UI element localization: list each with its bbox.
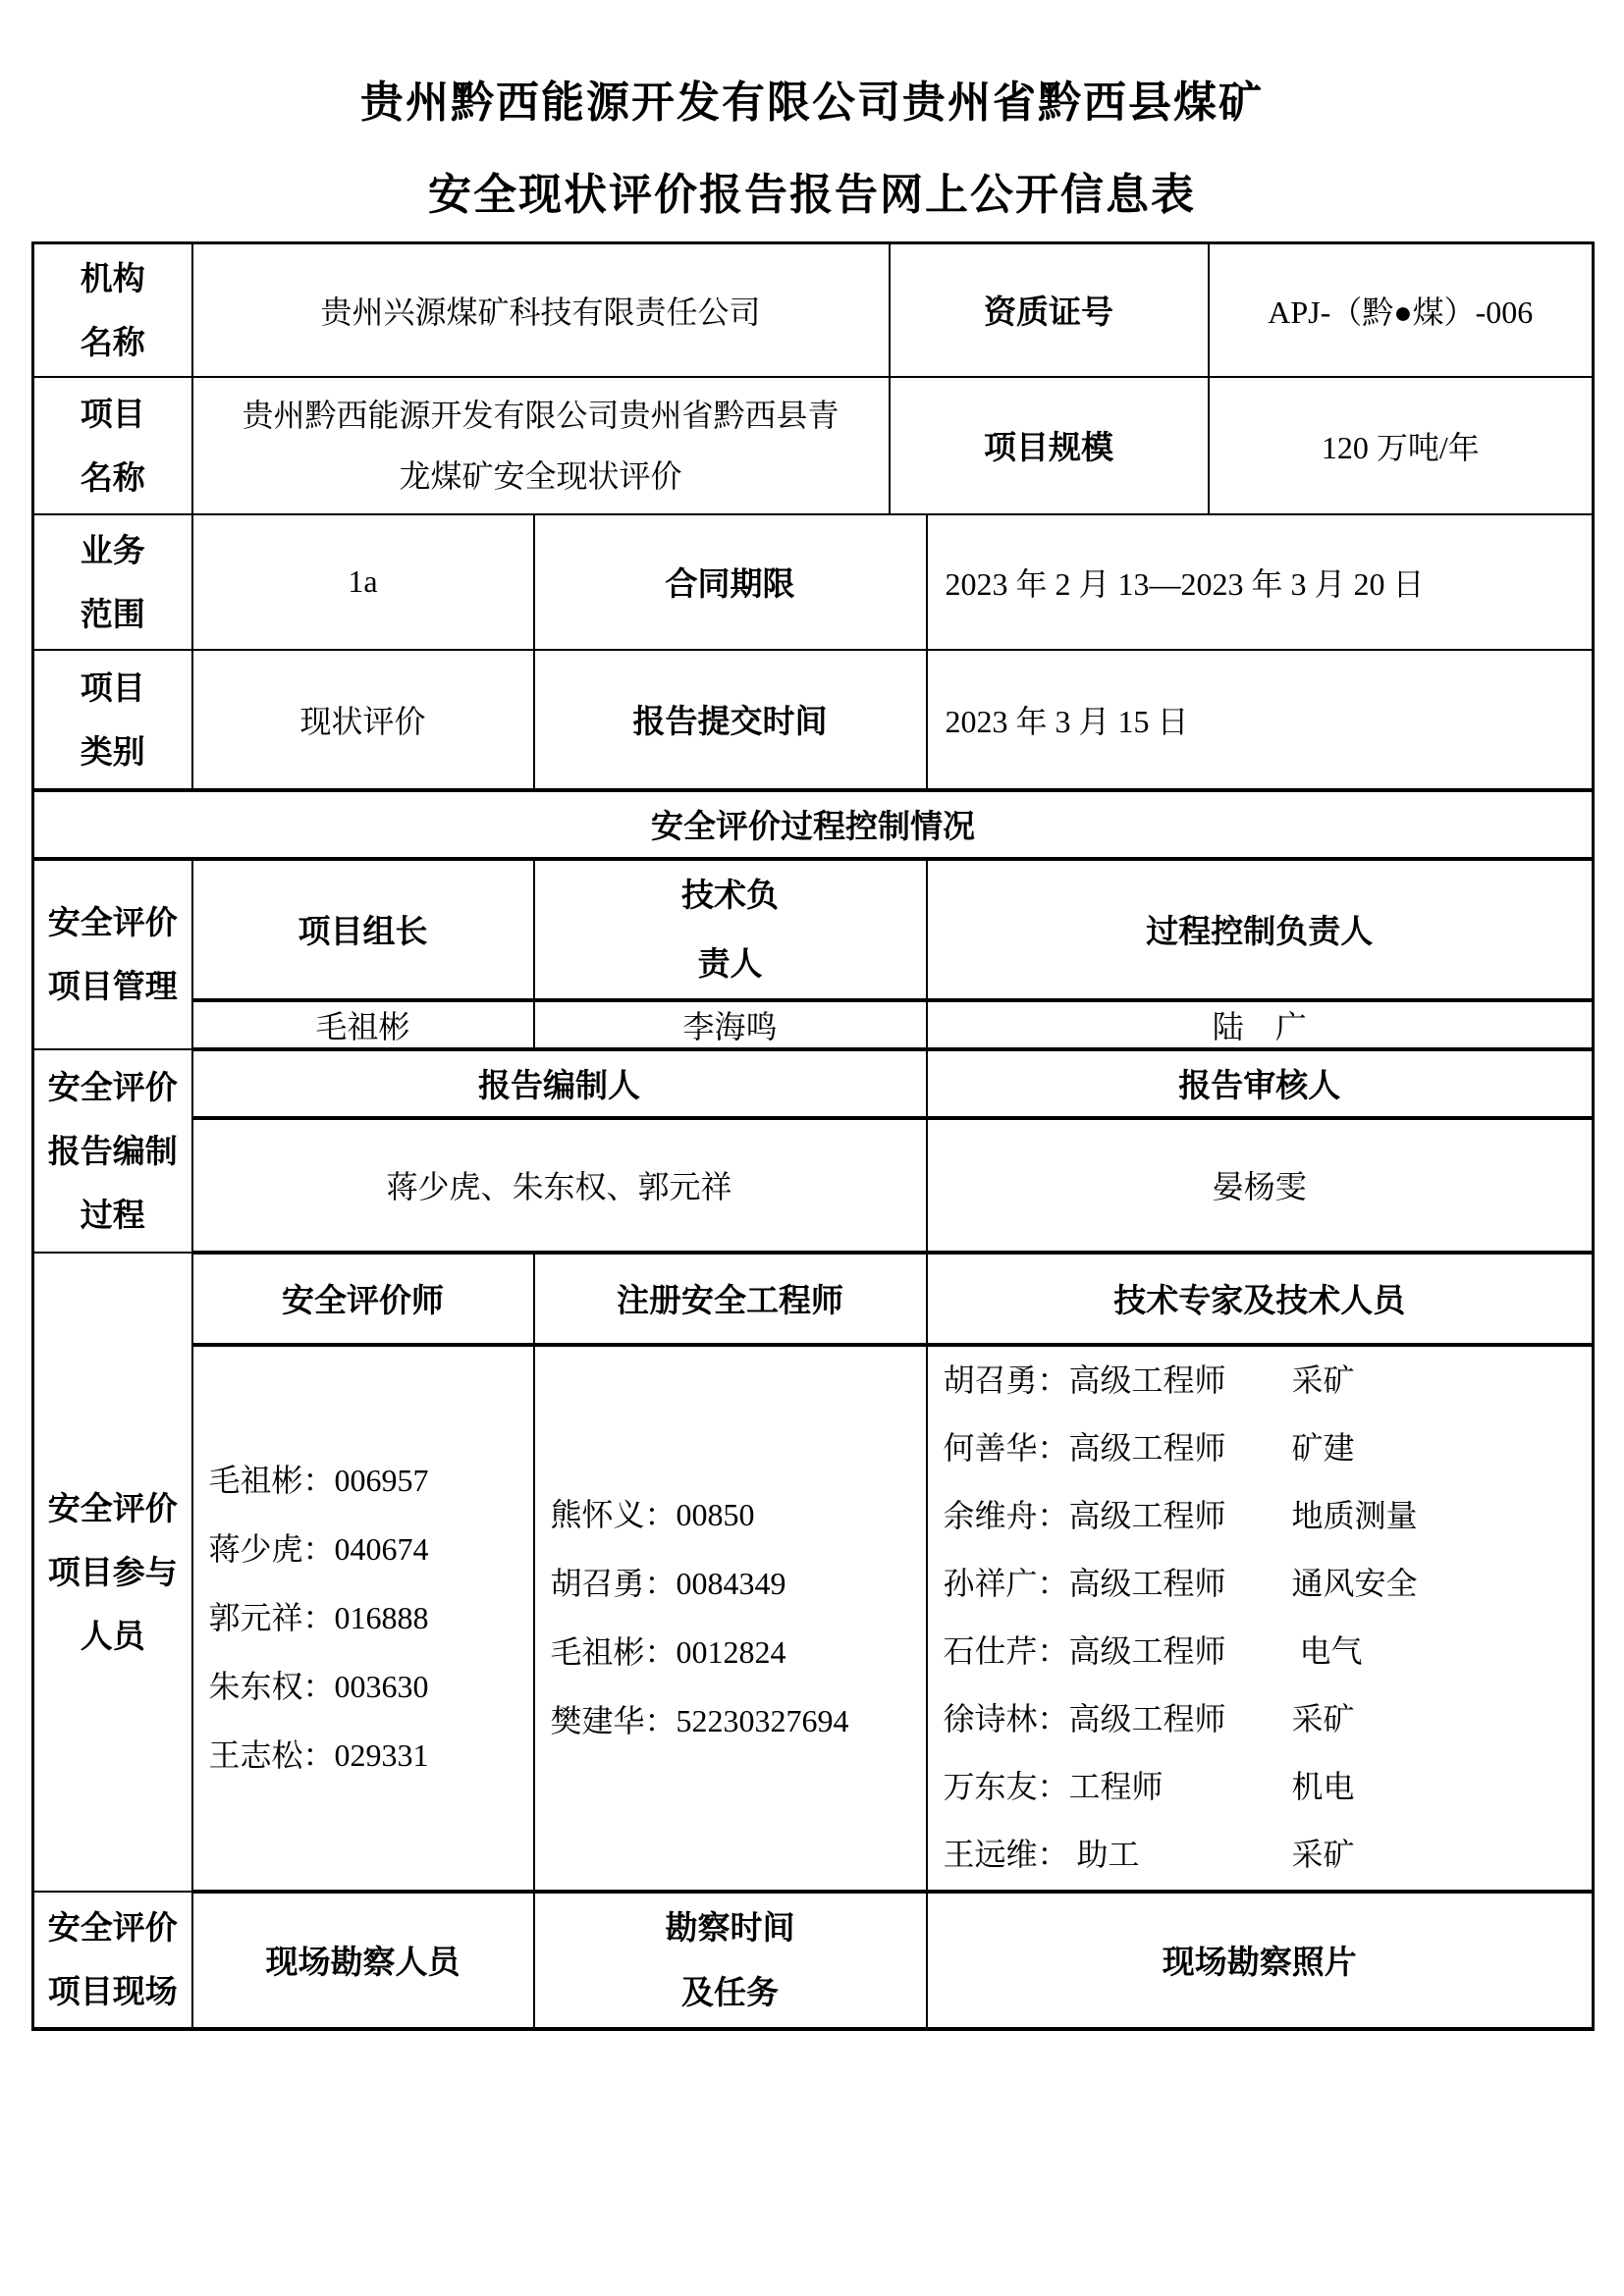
expert-field: 矿建 (1291, 1430, 1355, 1466)
list-item (944, 1550, 1593, 1618)
list-item: 胡召勇：0084349 (550, 1566, 786, 1601)
business-scope-label-line2: 范围 (80, 595, 145, 632)
expert-field: 通风安全 (1291, 1566, 1418, 1601)
document-title (0, 0, 1624, 241)
document-title-line1: 贵州黔西能源开发有限公司贵州省黔西县煤矿 (360, 79, 1264, 127)
list-item (944, 1482, 1593, 1550)
report-submit-value: 2023 年 3 月 15 日 (927, 650, 1594, 790)
project-name-label-line1: 项目 (80, 395, 145, 432)
site-photo-label: 现场勘察照片 (927, 1892, 1594, 2029)
tech-lead-label-line1: 技术负 (681, 876, 779, 913)
document-title-line2: 安全现状评价报告报告网上公开信息表 (428, 171, 1196, 219)
tech-lead-name: 李海鸣 (534, 1000, 927, 1049)
report-edit-side-label (33, 1049, 192, 1253)
list-item: 朱东权：003630 (208, 1669, 429, 1704)
project-type-value: 现状评价 (192, 650, 534, 790)
safety-evaluator-label: 安全评价师 (192, 1253, 534, 1345)
survey-time-task-label-line2: 及任务 (681, 1973, 779, 2010)
tech-lead-label (534, 859, 927, 1000)
project-type-label-line1: 项目 (80, 668, 145, 706)
management-side-label-line2: 项目管理 (47, 968, 178, 1004)
safety-evaluator-list (192, 1345, 534, 1892)
expert-field: 地质测量 (1291, 1498, 1418, 1533)
participants-side-label-line3: 人员 (80, 1617, 145, 1654)
report-edit-side-label-line1: 安全评价 (47, 1068, 178, 1105)
list-item: 毛祖彬：0012824 (550, 1634, 786, 1670)
site-survey-side-label-line1: 安全评价 (47, 1909, 178, 1946)
expert-field: 采矿 (1291, 1362, 1355, 1398)
expert-field: 采矿 (1291, 1701, 1355, 1736)
org-name-label (33, 243, 192, 377)
registered-engineer-list-inner (535, 1480, 926, 1755)
tech-expert-list-inner (928, 1347, 1593, 1889)
list-item (944, 1618, 1593, 1685)
list-item (944, 1685, 1593, 1753)
project-leader-name: 毛祖彬 (192, 1000, 534, 1049)
list-item: 蒋少虎：040674 (208, 1531, 429, 1567)
project-leader-label: 项目组长 (192, 859, 534, 1000)
list-item: 毛祖彬：006957 (208, 1463, 429, 1498)
list-item: 郭元祥：016888 (208, 1600, 429, 1635)
list-item (944, 1821, 1593, 1889)
survey-time-task-label-line1: 勘察时间 (665, 1908, 795, 1946)
business-scope-label-line1: 业务 (80, 531, 145, 568)
expert-name-title: 孙祥广：高级工程师 (943, 1566, 1226, 1601)
expert-field: 采矿 (1291, 1837, 1355, 1872)
project-name-text: 贵州黔西能源开发有限公司贵州省黔西县青龙煤矿安全现状评价 (242, 397, 839, 494)
report-writer-label: 报告编制人 (192, 1049, 927, 1118)
list-item (944, 1415, 1593, 1482)
registered-engineer-list (534, 1345, 927, 1892)
expert-field: 电气 (1291, 1633, 1363, 1669)
registered-engineer-label: 注册安全工程师 (534, 1253, 927, 1345)
project-type-label (33, 650, 192, 790)
expert-field: 机电 (1291, 1769, 1355, 1804)
project-name-label (33, 377, 192, 514)
process-control-lead-name: 陆 广 (927, 1000, 1594, 1049)
project-name-label-line2: 名称 (80, 458, 145, 496)
contract-period-value: 2023 年 2 月 13—2023 年 3 月 20 日 (927, 514, 1594, 650)
expert-name-title: 何善华：高级工程师 (943, 1430, 1226, 1466)
site-survey-side-label (33, 1892, 192, 2029)
expert-name-title: 余维舟：高级工程师 (943, 1498, 1226, 1533)
report-submit-label: 报告提交时间 (534, 650, 927, 790)
list-item: 熊怀义：00850 (550, 1497, 755, 1532)
tech-expert-list (927, 1345, 1594, 1892)
expert-name-title: 胡召勇：高级工程师 (943, 1362, 1226, 1398)
contract-period-label: 合同期限 (534, 514, 927, 650)
org-name-label-line1: 机构 (80, 259, 145, 296)
list-item (944, 1347, 1593, 1415)
expert-name-title: 徐诗林：高级工程师 (943, 1701, 1226, 1736)
report-reviewer-label: 报告审核人 (927, 1049, 1594, 1118)
expert-name-title: 王远维： 助工 (943, 1837, 1140, 1872)
report-edit-side-label-line3: 过程 (80, 1196, 145, 1233)
report-writer-names: 蒋少虎、朱东权、郭元祥 (192, 1118, 927, 1253)
business-scope-label (33, 514, 192, 650)
expert-name-title: 万东友：工程师 (943, 1769, 1164, 1804)
process-control-lead-label: 过程控制负责人 (927, 859, 1594, 1000)
site-surveyor-label: 现场勘察人员 (192, 1892, 534, 2029)
process-control-section-title: 安全评价过程控制情况 (33, 790, 1594, 859)
org-name-value: 贵州兴源煤矿科技有限责任公司 (192, 243, 890, 377)
tech-lead-label-line2: 责人 (697, 944, 763, 982)
list-item: 王志松：029331 (208, 1737, 429, 1773)
business-scope-value: 1a (192, 514, 534, 650)
report-reviewer-name: 晏杨雯 (927, 1118, 1594, 1253)
expert-name-title: 石仕芹：高级工程师 (943, 1633, 1226, 1669)
safety-evaluator-list-inner (193, 1446, 533, 1789)
tech-expert-label: 技术专家及技术人员 (927, 1253, 1594, 1345)
participants-side-label-line2: 项目参与 (47, 1553, 178, 1590)
participants-side-label-line1: 安全评价 (47, 1489, 178, 1526)
info-table (31, 241, 1595, 2031)
project-scale-label: 项目规模 (890, 377, 1209, 514)
project-name-value (192, 377, 890, 514)
project-scale-value: 120 万吨/年 (1209, 377, 1594, 514)
site-survey-side-label-line2: 项目现场 (47, 1973, 178, 2009)
management-side-label (33, 859, 192, 1049)
list-item (944, 1753, 1593, 1821)
participants-side-label (33, 1253, 192, 1892)
management-side-label-line1: 安全评价 (47, 904, 178, 940)
project-type-label-line2: 类别 (80, 732, 145, 770)
list-item: 樊建华：52230327694 (550, 1703, 849, 1738)
cert-no-value: APJ-（黔●煤）-006 (1209, 243, 1594, 377)
report-edit-side-label-line2: 报告编制 (47, 1132, 178, 1169)
org-name-label-line2: 名称 (80, 323, 145, 360)
cert-no-label: 资质证号 (890, 243, 1209, 377)
survey-time-task-label (534, 1892, 927, 2029)
